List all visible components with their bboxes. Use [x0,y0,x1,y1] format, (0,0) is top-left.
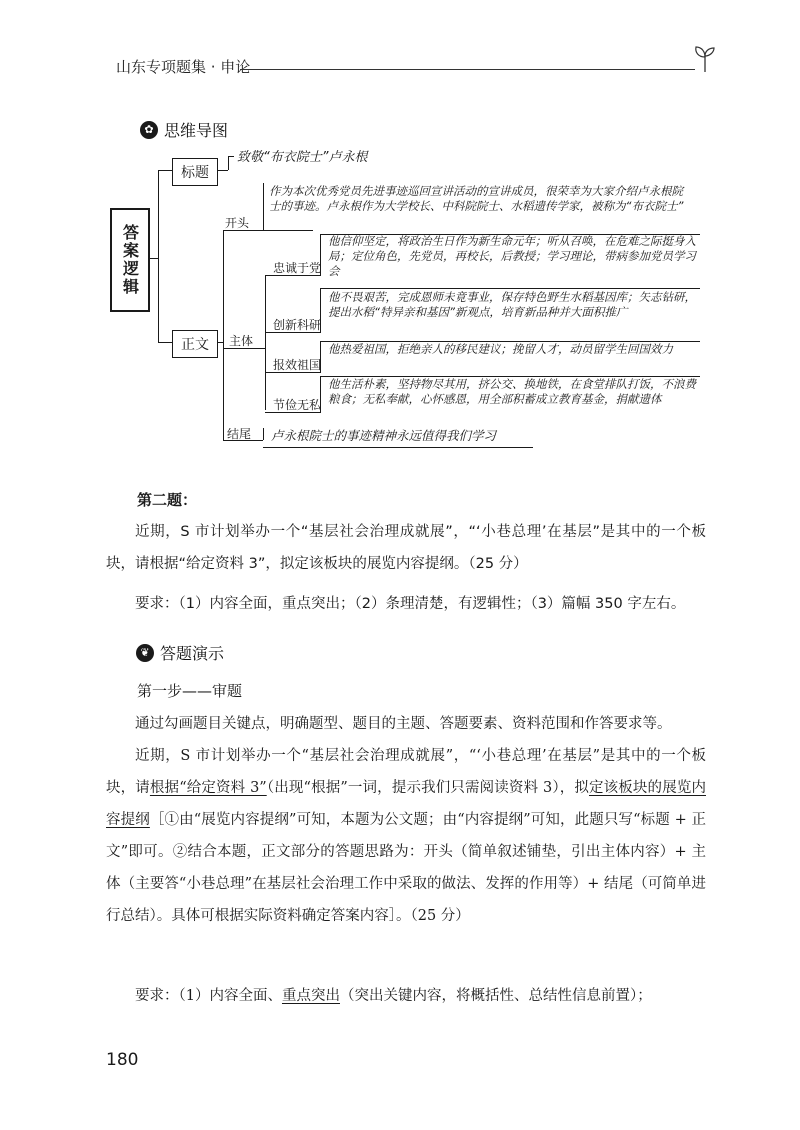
answer-para-3-a: 要求：（1）内容全面、 [135,988,282,1004]
answer-para-2-c: ［①由“展览内容提纲”可知，本题为公文题；由“内容提纲”可知，此题只写“标题 + 正文”即可。②结合本题，正文部分的答题思路为：开头（简单叙述铺垫，引出主体内容）+ 主体（主要答“小巷总理”在基层社会治理工作中采取的做法、发挥的作用等）+ 结尾（可简单进行总结）。具体可根据实际资料确定答案内容］。（25 分） [106,812,706,924]
question-requirements: 要求：（1）内容全面，重点突出；（2）条理清楚，有逻辑性；（3）篇幅 350 字左右。 [135,596,686,612]
mm-main-label: 主体 [229,334,254,348]
mm-main-item-2-text: 他不畏艰苦，完成恩师未竟事业，保存特色野生水稻基因库；矢志钻研，提出水稻“特异亲和基因”新观点，培育新品种并大面积推广 [328,290,696,319]
mindmap-heading [140,118,228,141]
mm-main-item-2-label: 创新科研 [273,318,322,332]
answer-para-2 [106,740,706,932]
mm-title-text: 致敬“布衣院士”卢永根 [237,150,368,165]
mm-root: 答案逻辑 [110,208,150,312]
mm-body-node: 正文 [172,330,218,358]
answer-para-3-underline: 重点突出 [281,988,340,1004]
page-number: 180 [106,1050,139,1070]
mm-main-item-1-text: 他信仰坚定，将政治生日作为新生命元年；听从召唤，在危难之际挺身入局；定位角色，先党员，再校长，后教授；学习理论，带病参加党员学习会 [328,234,696,278]
step-title: 第一步——审题 [137,682,243,700]
answer-para-2-underline-1: 根据“给定资料 3” [149,780,267,796]
mind-map [105,150,705,460]
mindmap-heading-text: 思维导图 [164,121,229,140]
mm-closing-label: 结尾 [227,427,252,441]
answer-para-3 [106,980,706,1012]
mm-title-node: 标题 [172,158,218,186]
running-head: 山东专项题集 · 申论 [116,58,251,76]
question-body: 近期，S 市计划举办一个“基层社会治理成就展”，“‘小巷总理’在基层”是其中的一个板块，请根据“给定资料 3”，拟定该板块的展览内容提纲。（25 分） [106,524,706,572]
answer-heading-text: 答题演示 [160,644,225,663]
mm-closing-text: 卢永根院士的事迹精神永远值得我们学习 [271,428,497,443]
answer-para-2-underline-2: 定该板块的展览内容提纲 [106,780,706,828]
mm-main-item-4-text: 他生活朴素，坚持物尽其用，挤公交、换地铁，在食堂排队打饭，不浪费粮食；无私奉献，心怀感恩，用全部积蓄成立教育基金，捐献遗体 [328,377,696,406]
sprout-icon [692,44,718,74]
question-title: 第二题： [137,491,198,509]
mm-opening-text: 作为本次优秀党员先进事迹巡回宣讲活动的宣讲成员，很荣幸为大家介绍卢永根院士的事迹。卢永根作为大学校长、中科院院士、水稻遗传学家，被称为“布衣院士” [269,184,684,213]
mm-main-item-4-label: 节俭无私 [273,398,322,412]
header-rule [240,69,695,70]
mm-main-item-3-text: 他热爱祖国，拒绝亲人的移民建议；挽留人才，动员留学生回国效力 [328,342,673,356]
answer-para-1: 通过勾画题目关键点，明确题型、题目的主题、答题要素、资料范围和作答要求等。 [135,716,672,732]
answer-para-2-b: （出现“根据”一词，提示我们只需阅读资料 3），拟 [266,780,589,796]
answer-para-2-a: 近期，S 市计划举办一个“基层社会治理成就展”，“‘小巷总理’在基层”是其中的一个板块，请 [106,748,706,796]
mm-opening-label: 开头 [225,216,250,230]
leaf-badge-icon: ❦ [136,644,154,662]
mm-main-item-1-label: 忠诚于党 [273,261,322,275]
mm-main-item-3-label: 报效祖国 [273,358,322,372]
answer-heading [136,641,224,664]
gear-badge-icon: ✿ [140,121,158,139]
answer-para-3-b: （突出关键内容，将概括性、总结性信息前置）； [339,988,652,1004]
